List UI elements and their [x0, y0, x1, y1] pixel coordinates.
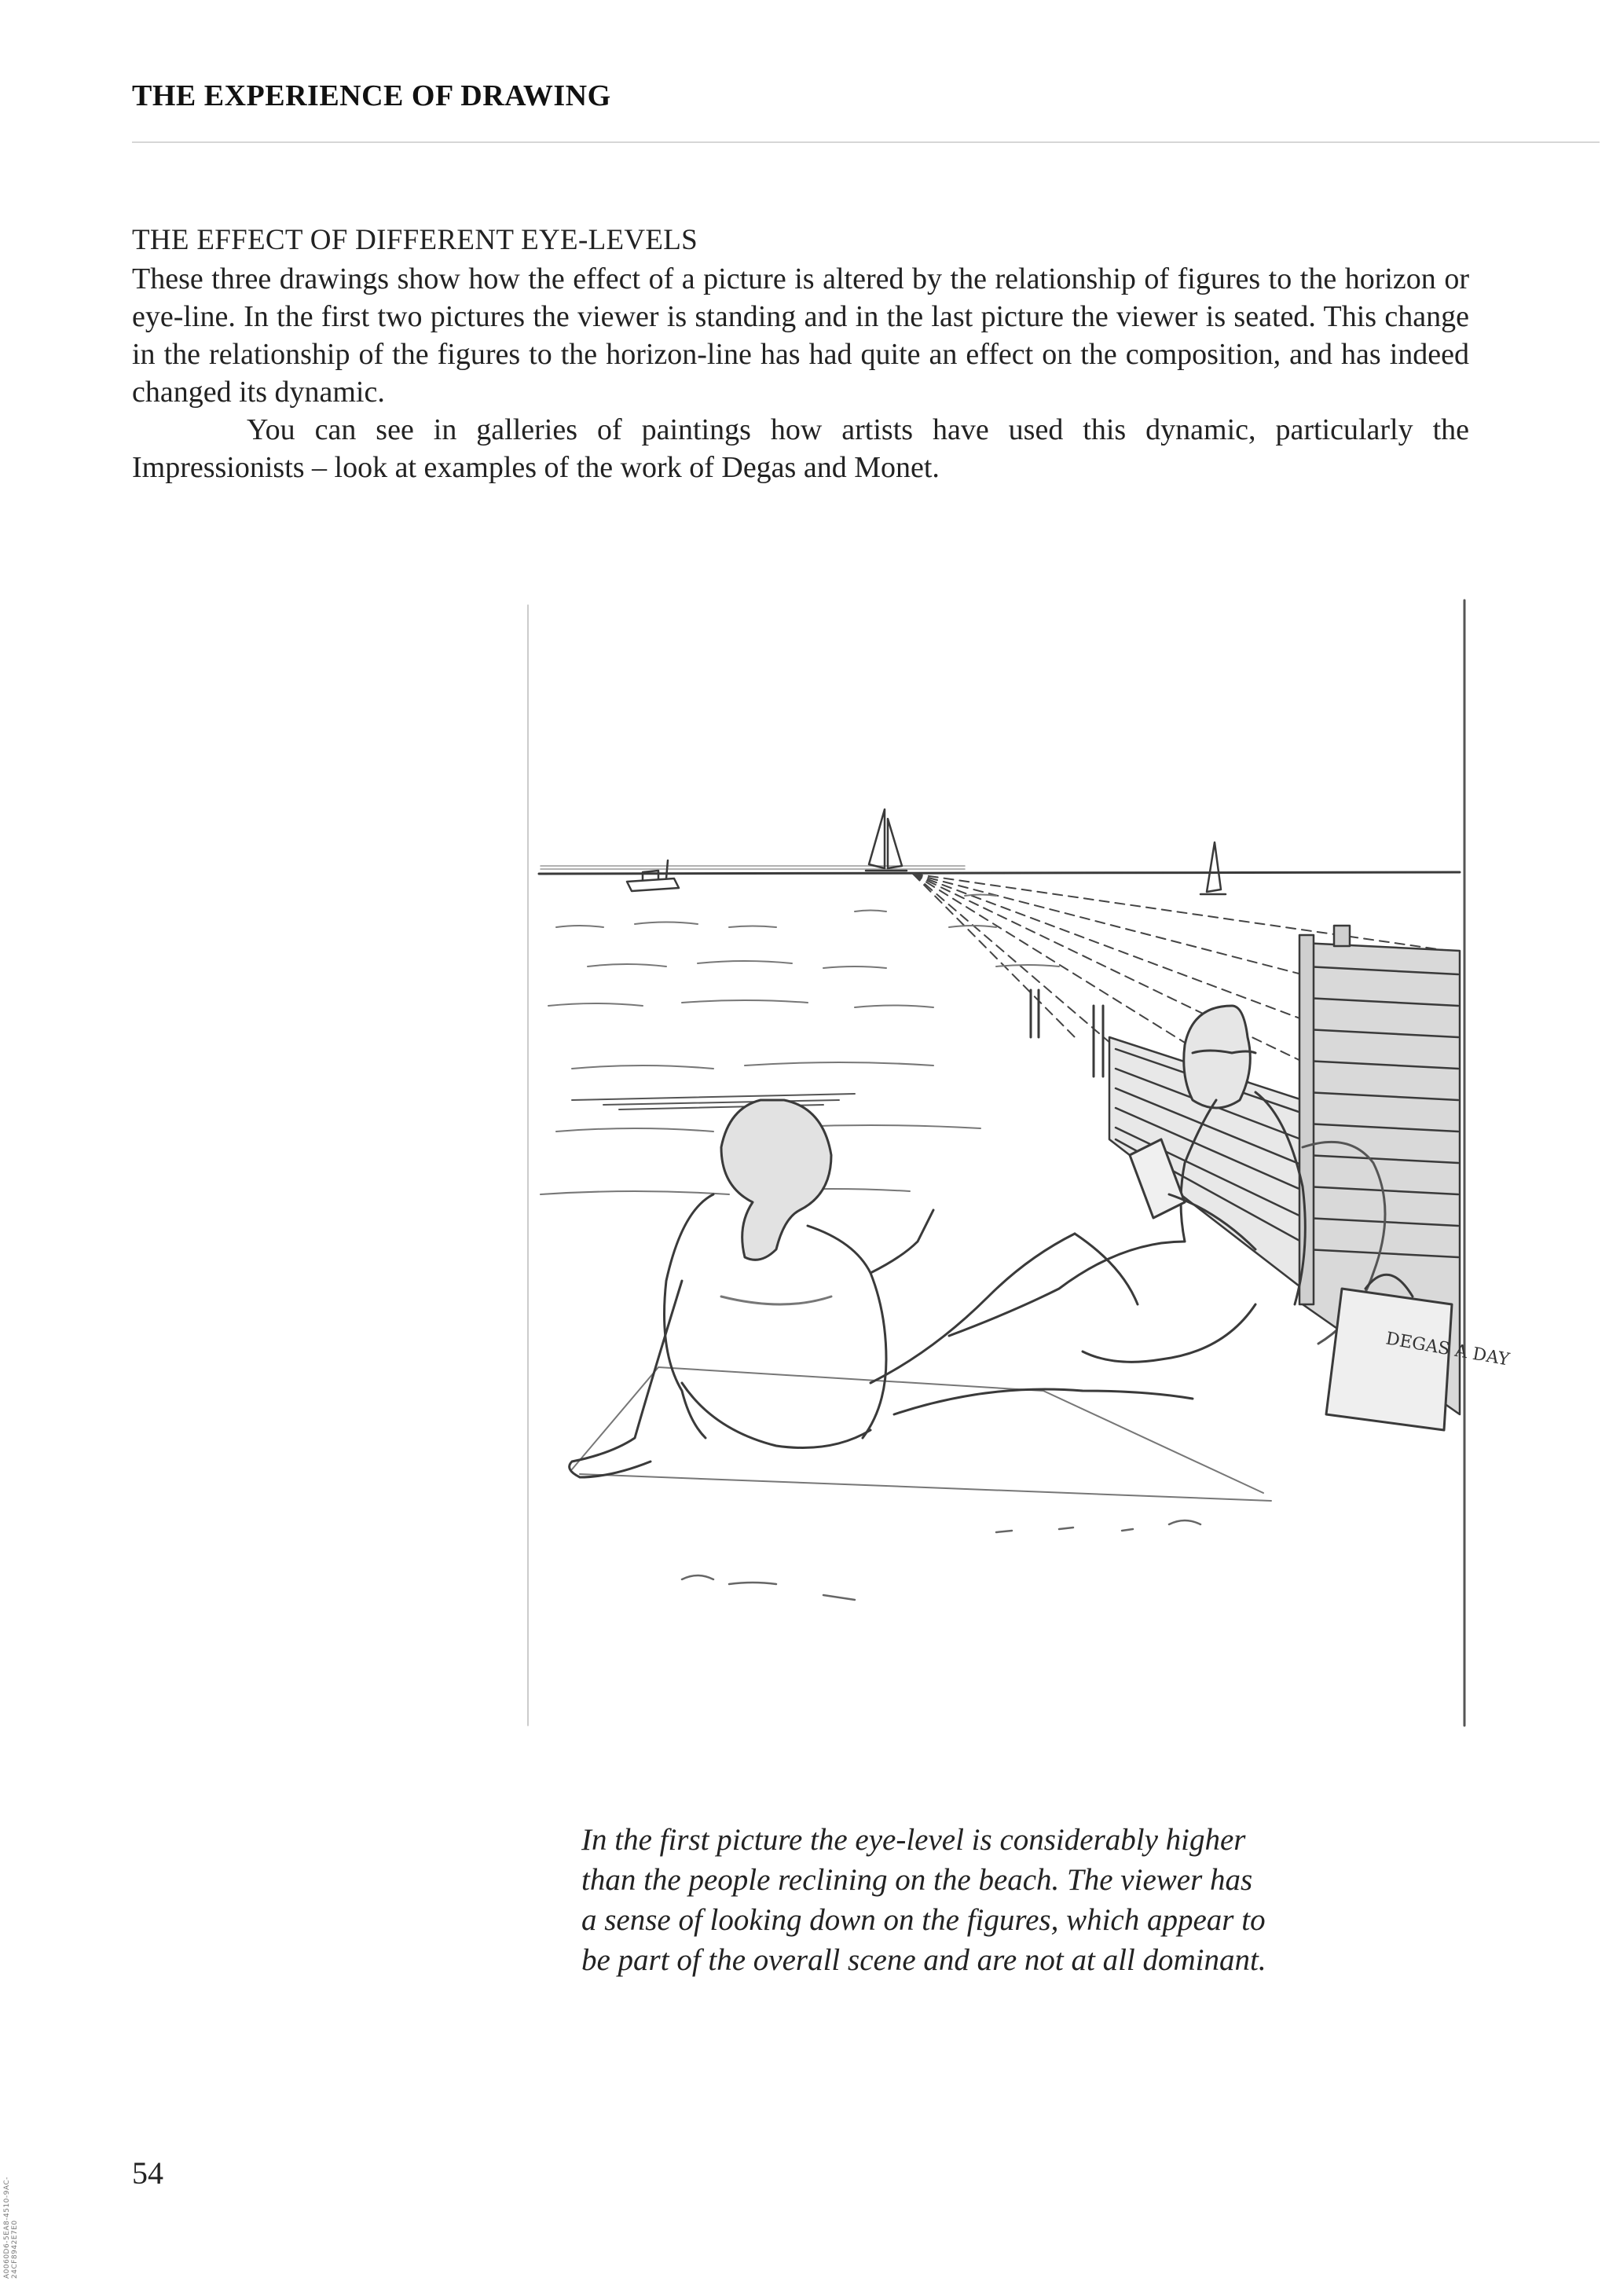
sailboat-center	[866, 809, 907, 871]
running-head: THE EXPERIENCE OF DRAWING	[132, 79, 611, 112]
surf-line	[572, 1094, 855, 1109]
side-code: A0060D6-5EA8-4510-9AC-24CF8942E7E0	[3, 2177, 19, 2279]
section-title: THE EFFECT OF DIFFERENT EYE-LEVELS	[132, 224, 698, 256]
beach-sketch-figure	[525, 597, 1512, 1729]
sailboat-right	[1200, 842, 1226, 894]
figure-caption: In the first picture the eye-level is considerably higher than the people reclining on the beach. The viewer has a sense of looking down on the figures, which appear to be part of the overall scene and are not at all dominant.	[581, 1823, 1266, 1977]
header-rule	[132, 141, 1600, 143]
towel	[572, 1367, 1271, 1501]
tote-bag-label: DEGAS A DAY	[1384, 1329, 1512, 1370]
paragraph-1: These three drawings show how the effect of a picture is altered by the relationship of figures to the horizon or eye-line. In the first two pictures the viewer is standing and in the last picture the viewer is seated. This change in the relationship of the figures to the horizon-line has had quite an effect on the composition, and has indeed changed its dynamic.	[132, 262, 1469, 409]
motorboat-left	[627, 860, 679, 891]
page-number: 54	[132, 2155, 163, 2191]
body-text	[132, 260, 1469, 486]
paragraph-2: You can see in galleries of paintings how artists have used this dynamic, particularly the Impressionists – look at examples of the work of Degas and Monet.	[132, 413, 1469, 484]
woman-figure	[570, 1100, 1193, 1477]
horizon-line	[539, 872, 1460, 874]
beach-sketch-illustration	[525, 597, 1512, 1729]
sand-marks	[682, 1520, 1200, 1600]
